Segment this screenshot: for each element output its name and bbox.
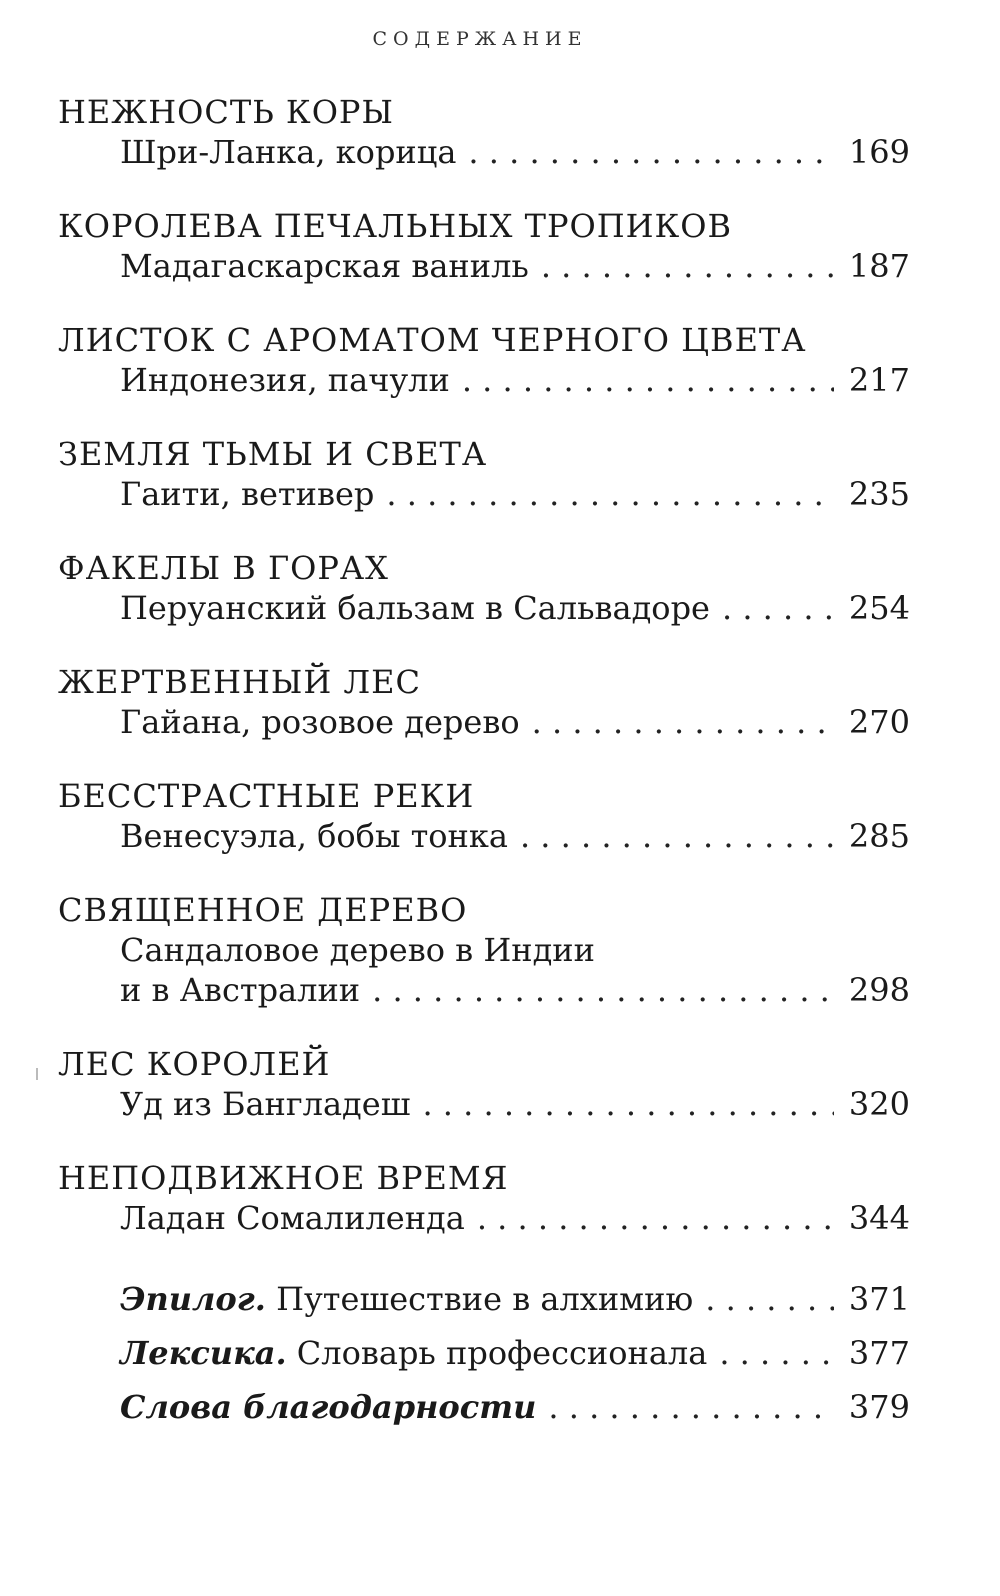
dot-leader — [705, 1272, 834, 1326]
toc-chapter — [58, 1158, 910, 1238]
entry-text — [120, 1326, 719, 1380]
page-number: 187 — [848, 247, 910, 285]
entry-subtitle: Словарь профессионала — [296, 1334, 708, 1372]
dot-leader — [422, 1084, 834, 1124]
page-number: 285 — [848, 817, 910, 855]
dot-leader — [722, 588, 834, 628]
chapter-title: ФАКЕЛЫ В ГОРАХ — [58, 549, 389, 587]
running-head: СОДЕРЖАНИЕ — [372, 28, 588, 50]
dot-leader — [532, 702, 834, 742]
dot-leader — [541, 246, 834, 286]
page-number: 270 — [848, 703, 910, 741]
chapter-title: НЕПОДВИЖНОЕ ВРЕМЯ — [58, 1159, 509, 1197]
dot-leader — [462, 360, 834, 400]
page-number: 320 — [848, 1085, 910, 1123]
table-of-contents — [58, 92, 910, 1434]
back-matter — [58, 1272, 910, 1434]
entry-subtitle: Индонезия, пачули — [120, 361, 450, 399]
dot-leader — [548, 1380, 834, 1434]
entry-subtitle: Уд из Бангладеш — [120, 1085, 411, 1123]
toc-entry[interactable] — [58, 816, 910, 856]
dot-leader — [520, 816, 834, 856]
toc-chapter — [58, 890, 910, 1010]
entry-text — [120, 1272, 705, 1326]
entry-subtitle: Гаити, ветивер — [120, 475, 375, 513]
toc-entry[interactable] — [58, 588, 910, 628]
toc-chapter — [58, 776, 910, 856]
toc-chapter — [58, 1044, 910, 1124]
toc-entry[interactable] — [58, 970, 910, 1010]
page-number: 344 — [848, 1199, 910, 1237]
dot-leader — [386, 474, 834, 514]
dot-leader — [468, 132, 834, 172]
scan-mark — [36, 1068, 38, 1080]
toc-entry-acknowledgements[interactable] — [58, 1380, 910, 1434]
dot-leader — [372, 970, 834, 1010]
toc-entry-epilogue[interactable] — [58, 1272, 910, 1326]
entry-subtitle: Венесуэла, бобы тонка — [120, 817, 508, 855]
toc-chapter — [58, 548, 910, 628]
toc-entry[interactable] — [58, 1084, 910, 1124]
page-number: 169 — [848, 133, 910, 171]
chapter-title: НЕЖНОСТЬ КОРЫ — [58, 93, 394, 131]
entry-subtitle-line2: и в Австралии — [120, 971, 361, 1009]
page-number: 235 — [848, 475, 910, 513]
chapter-title: ЛИСТОК С АРОМАТОМ ЧЕРНОГО ЦВЕТА — [58, 321, 807, 359]
entry-subtitle: Шри-Ланка, корица — [120, 133, 457, 171]
page-number: 298 — [848, 971, 910, 1009]
entry-subtitle: Перуанский бальзам в Сальвадоре — [120, 589, 710, 627]
toc-entry[interactable] — [58, 360, 910, 400]
entry-label: Эпилог. — [120, 1280, 266, 1318]
page-number: 371 — [848, 1280, 910, 1318]
page-number: 379 — [848, 1388, 910, 1426]
page-number: 217 — [848, 361, 910, 399]
chapter-title: СВЯЩЕННОЕ ДЕРЕВО — [58, 891, 468, 929]
dot-leader — [477, 1198, 834, 1238]
toc-chapter — [58, 434, 910, 514]
chapter-title: ЛЕС КОРОЛЕЙ — [58, 1045, 331, 1083]
toc-chapter — [58, 662, 910, 742]
chapter-title: КОРОЛЕВА ПЕЧАЛЬНЫХ ТРОПИКОВ — [58, 207, 733, 245]
dot-leader — [719, 1326, 834, 1380]
chapter-title: БЕССТРАСТНЫЕ РЕКИ — [58, 777, 475, 815]
toc-entry[interactable] — [58, 474, 910, 514]
entry-label: Лексика. — [120, 1334, 287, 1372]
toc-entry[interactable] — [58, 1198, 910, 1238]
toc-chapter — [58, 320, 910, 400]
toc-entry[interactable] — [58, 132, 910, 172]
entry-subtitle: Ладан Сомалиленда — [120, 1199, 465, 1237]
toc-chapter — [58, 92, 910, 172]
chapter-title: ЗЕМЛЯ ТЬМЫ И СВЕТА — [58, 435, 488, 473]
toc-entry-lexicon[interactable] — [58, 1326, 910, 1380]
toc-chapter — [58, 206, 910, 286]
toc-entry[interactable] — [58, 702, 910, 742]
entry-subtitle-line1: Сандаловое дерево в Индии — [120, 931, 595, 969]
page-number: 377 — [848, 1334, 910, 1372]
toc-entry[interactable] — [58, 246, 910, 286]
entry-subtitle: Путешествие в алхимию — [276, 1280, 694, 1318]
page-number: 254 — [848, 589, 910, 627]
entry-subtitle: Мадагаскарская ваниль — [120, 247, 529, 285]
entry-subtitle: Гайана, розовое дерево — [120, 703, 520, 741]
entry-label: Слова благодарности — [120, 1388, 537, 1426]
chapter-title: ЖЕРТВЕННЫЙ ЛЕС — [58, 663, 421, 701]
